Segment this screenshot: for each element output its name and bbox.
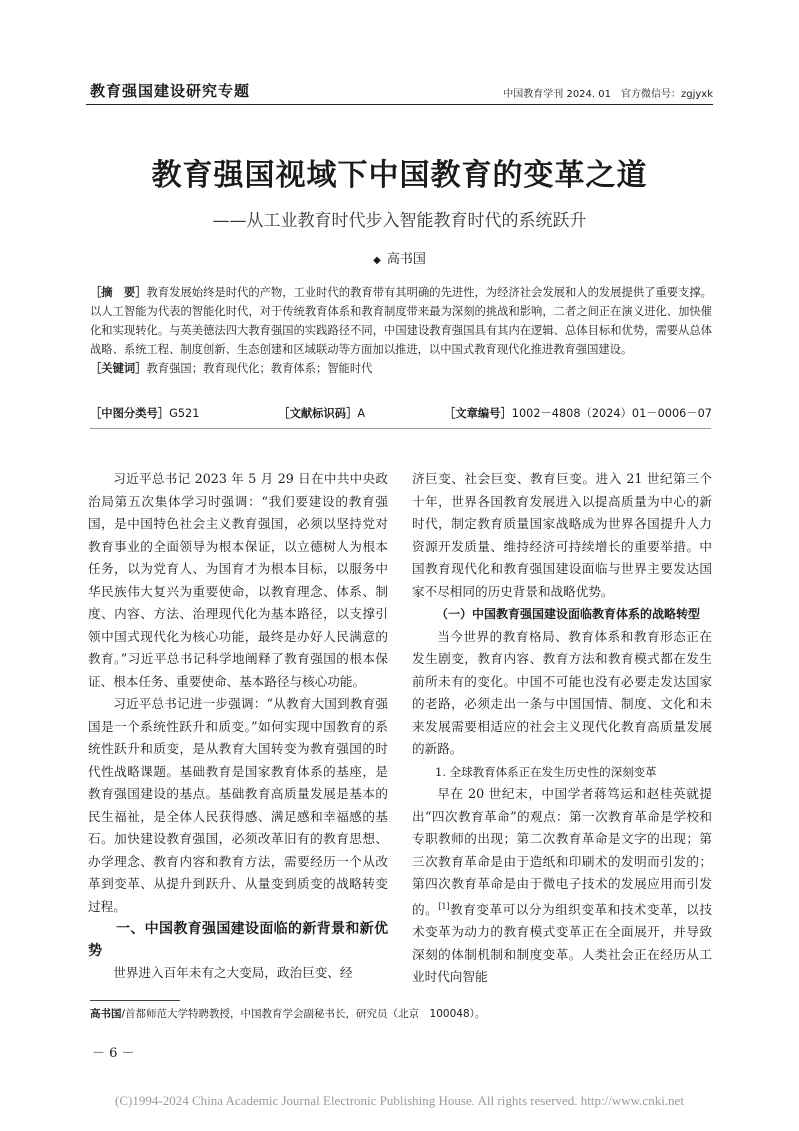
doc-code-field xyxy=(278,405,365,421)
paragraph: 世界进入百年未有之大变局，政治巨变、经 xyxy=(113,965,353,980)
paragraph: 习近平总书记进一步强调：“从教育大国到教育强国是一个系统性跃升和质变。”如何实现中国教育的系统性跃升和质变，是从教育大国转变为教育强国的时代性战略课题。基础教育是国家教育体系的基座，是教育强国建设的基点。基础教育高质量发展是基本的民生福祉，是全体人民获得感、满足感和幸福感的基石。加快建设教育强国，必须改革旧有的教育思想、办学理念、教育内容和教育方法，需要经历一个从改革到变革、从提升到跃升、从量变到质变的战略转变过程。 xyxy=(88,696,388,914)
section-heading: 一、中国教育强国建设面临的新背景和新优势 xyxy=(88,921,388,959)
meta-rule xyxy=(90,428,711,429)
abstract xyxy=(90,283,712,359)
article-subtitle: ——从工业教育时代步入智能教育时代的系统跃升 xyxy=(212,211,587,231)
journal-info: 中国教育学刊 2024. 01 官方微信号：zgjyxk xyxy=(503,89,713,100)
abstract-text: 教育发展始终是时代的产物，工业时代的教育带有其明确的先进性，为经济社会发展和人的发展提供了重要支撑。以人工智能为代表的智能化时代，对于传统教育体系和教育制度带来最为深刻的挑战和影响，二者之间正在演义进化、加快催化和实现转化。与英美德法四大教育强国的实践路径不同，中国建设教育强国具有其内在逻辑、总体目标和优势，需要从总体战略、系统工程、制度创新、生态创建和区域联动等方面加以推进，以中国式教育现代化推进教育强国建设。 xyxy=(90,286,712,356)
clc-tag: ［中图分类号］ xyxy=(90,407,170,420)
doc-code-value: A xyxy=(357,407,366,420)
article-number-value: 1002－4808（2024）01－0006－07 xyxy=(511,407,712,420)
header-rule xyxy=(86,104,713,105)
copyright-watermark: (C)1994-2024 China Academic Journal Electronic Publishing House. All rights reserved. http://www.cnki.net xyxy=(115,1093,684,1108)
doc-code-tag: ［文献标识码］ xyxy=(278,407,358,420)
keywords-tag: ［关键词］ xyxy=(90,362,147,375)
paragraph: 习近平总书记 2023 年 5 月 29 日在中共中央政治局第五次集体学习时强调：“我们要建设的教育强国，是中国特色社会主义教育强国，必须以坚持党对教育事业的全面领导为根本保证，以立德树人为根本任务，以为党育人、为国育才为根本目标，以服务中华民族伟大复兴为重要使命，以教育理念、体系、制度、内容、方法、治理现代化为基本路径，以支撑引领中国式现代化为核心功能，最终是办好人民满意的教育。”习近平总书记科学地阐释了教育强国的根本保证、根本任务、重要使命、基本路径与核心功能。 xyxy=(88,471,388,689)
classification-line xyxy=(90,405,712,421)
author-line xyxy=(0,248,799,267)
body-column-left xyxy=(88,468,388,985)
section-header: 教育强国建设研究专题 xyxy=(90,82,251,100)
article-number-field xyxy=(444,405,712,421)
abstract-tag: ［摘 要］ xyxy=(90,286,147,299)
article-number-tag: ［文章编号］ xyxy=(443,407,512,420)
keywords-text: 教育强国；教育现代化；教育体系；智能时代 xyxy=(146,362,373,375)
article-title: 教育强国视域下中国教育的变革之道 xyxy=(151,158,648,193)
reference-marker[interactable]: [1] xyxy=(438,901,450,911)
paragraph: 当今世界的教育格局、教育体系和教育形态正在发生剧变，教育内容、教育方法和教育模式都在发生前所未有的变化。中国不可能也没有必要走发达国家的老路，必须走出一条与中国国情、制度、文化和未来发展需要相适应的社会主义现代化教育高质量发展的新路。 xyxy=(412,628,712,756)
footnote-rule xyxy=(90,1000,180,1001)
paragraph-text: 教育变革可以分为组织变革和技术变革，以技术变革为动力的教育模式变革正在全面展开，并导致深刻的体制机制和制度变革。人类社会正在经历从工业时代向智能 xyxy=(412,901,713,985)
clc-field xyxy=(90,405,199,421)
keywords xyxy=(90,359,712,378)
subsection-heading: （一）中国教育强国建设面临教育体系的战略转型 xyxy=(436,607,701,621)
clc-value: G521 xyxy=(169,407,200,420)
diamond-icon: ◆ xyxy=(373,255,381,266)
paragraph-text: 早在 20 世纪末，中国学者蒋笃运和赵桂英就提出“四次教育革命”的观点：第一次教育革命是学校和专职教师的出现；第二次教育革命是文字的出现；第三次教育革命是由于造纸和印刷术的发明而引发的；第四次教育革命是由于微电子技术的发展应用而引发的。 xyxy=(412,786,712,917)
subsubsection-heading: 1. 全球教育体系正在发生历史性的深刻变革 xyxy=(435,764,657,779)
paragraph: 济巨变、社会巨变、教育巨变。进入 21 世纪第三个十年，世界各国教育发展进入以提高质量为中心的新时代，制定教育质量国家战略成为世界各国提升人力资源开发质量、维持经济可持续增长的重要举措。中国教育现代化和教育强国建设面临与世界主要发达国家不尽相同的历史背景和战略优势。 xyxy=(412,471,712,599)
author-name: 高书国 xyxy=(386,252,426,267)
author-footnote xyxy=(90,1006,485,1021)
abstract-block xyxy=(90,283,712,378)
body-column-right xyxy=(412,468,712,989)
footnote-name: 高书国 xyxy=(90,1008,122,1020)
footnote-text: /首都师范大学特聘教授，中国教育学会副秘书长，研究员（北京 100048）。 xyxy=(121,1008,486,1020)
paragraph xyxy=(412,783,712,989)
page-number: － 6 － xyxy=(92,1046,135,1061)
